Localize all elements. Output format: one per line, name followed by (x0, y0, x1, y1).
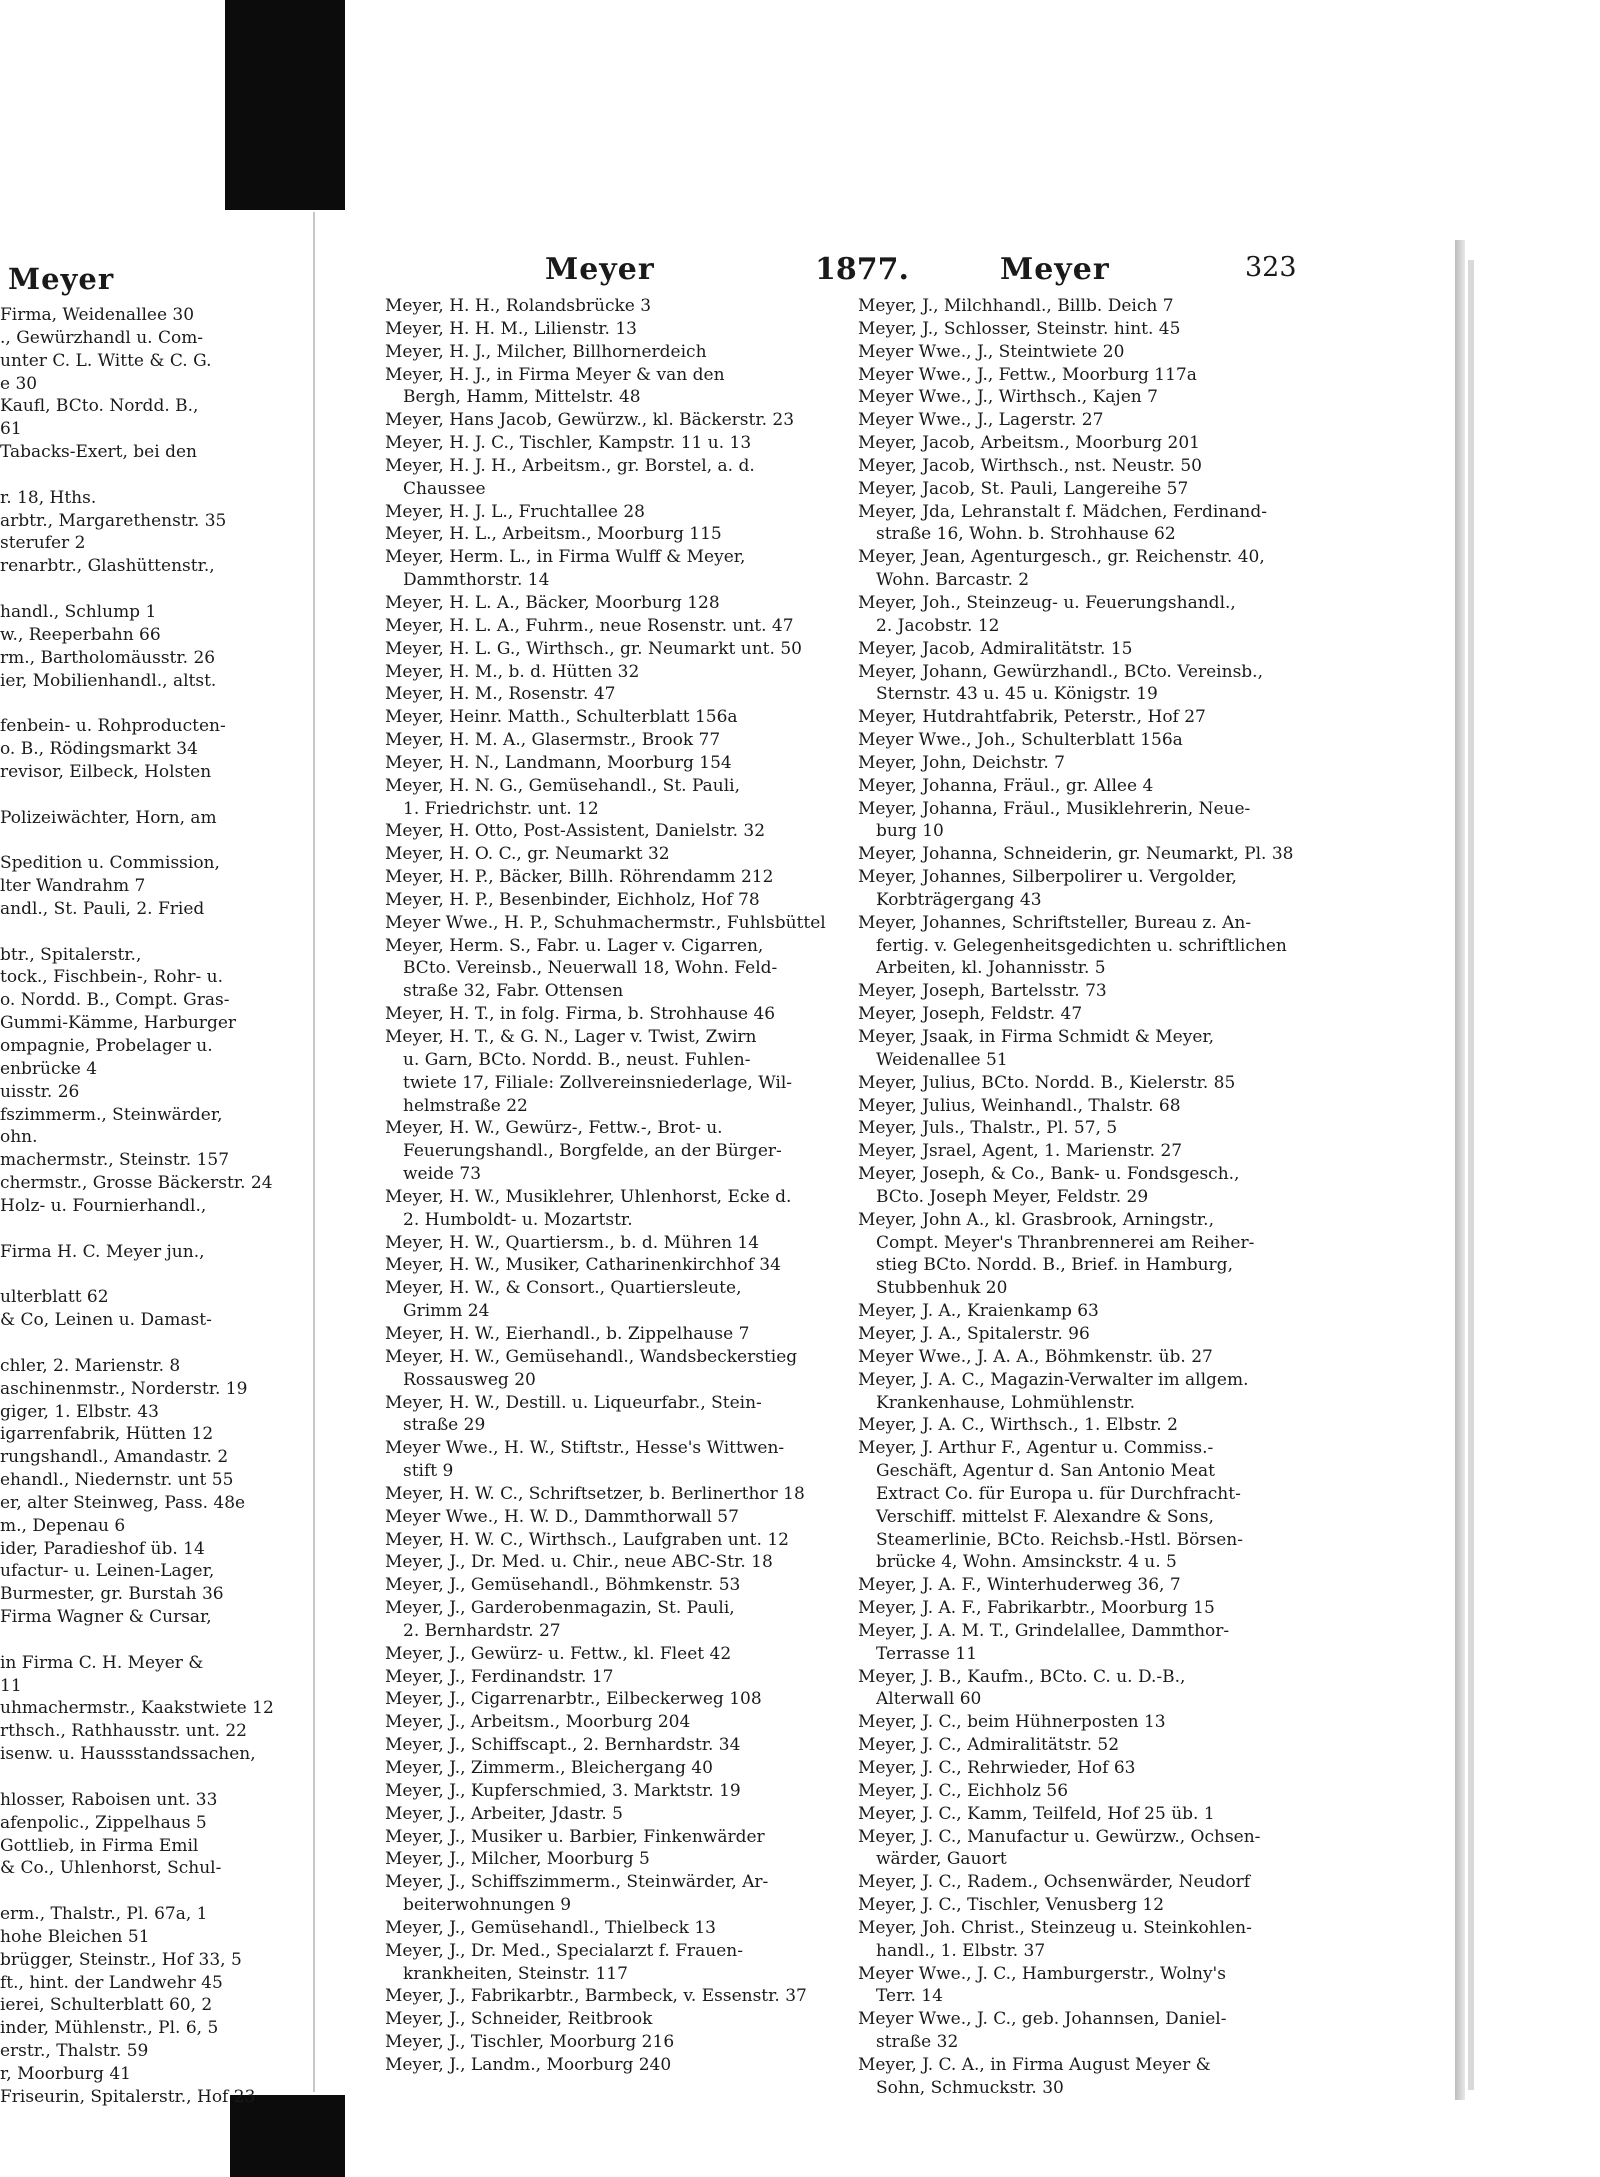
directory-entry-line: o. Nordd. B., Compt. Gras- (0, 990, 230, 1011)
directory-entry-line: Meyer, J. A. F., Fabrikarbtr., Moorburg 15 (858, 1598, 1215, 1619)
directory-entry-line: Meyer, Herm. L., in Firma Wulff & Meyer, (385, 547, 746, 568)
directory-entry-line: Meyer, H. J. C., Tischler, Kampstr. 11 u. 13 (385, 433, 752, 454)
directory-entry-line: rungshandl., Amandastr. 2 (0, 1447, 229, 1468)
directory-entry-line: Meyer Wwe., H. W., Stiftstr., Hesse's Wittwen- (385, 1438, 785, 1459)
directory-entry-line: e 30 (0, 373, 38, 394)
directory-entry-line: beiterwohnungen 9 (403, 1895, 572, 1916)
directory-entry-line: Meyer Wwe., J. C., Hamburgerstr., Wolny's (858, 1963, 1226, 1984)
directory-entry-line: Terr. 14 (876, 1986, 943, 2007)
directory-entry-line: 61 (0, 419, 22, 440)
left-page-header: Meyer (8, 262, 115, 296)
directory-entry-line: fszimmerm., Steinwärder, (0, 1104, 223, 1125)
directory-entry-line: Meyer, H. H. M., Lilienstr. 13 (385, 318, 637, 339)
directory-entry-line: BCto. Joseph Meyer, Feldstr. 29 (876, 1186, 1149, 1207)
directory-entry-line: Meyer, H. W. C., Schriftsetzer, b. Berlinerthor 18 (385, 1483, 805, 1504)
directory-entry-line: Meyer, Jda, Lehranstalt f. Mädchen, Ferdinand- (858, 501, 1267, 522)
directory-entry-line: Meyer, J., Dr. Med., Specialarzt f. Frauen- (385, 1940, 743, 1961)
directory-entry-line: Meyer, Jsaak, in Firma Schmidt & Meyer, (858, 1027, 1215, 1047)
directory-entry-line: Meyer Wwe., J., Fettw., Moorburg 117a (858, 364, 1197, 385)
directory-entry-line: Chaussee (403, 478, 486, 499)
directory-entry-line: Meyer, J. C., Tischler, Venusberg 12 (858, 1895, 1165, 1916)
directory-entry-line: Meyer Wwe., Joh., Schulterblatt 156a (858, 730, 1183, 751)
directory-entry-line: Polizeiwächter, Horn, am (0, 807, 217, 828)
directory-column-left (385, 295, 855, 2077)
directory-entry-line: Spedition u. Commission, (0, 853, 220, 874)
directory-entry-line: Meyer, Jacob, Admiralitätstr. 15 (858, 638, 1133, 659)
directory-entry-line: Meyer, J., Schneider, Reitbrook (385, 2009, 653, 2030)
directory-entry-line: Meyer, J. A. F., Winterhuderweg 36, 7 (858, 1575, 1181, 1596)
directory-entry-line: Meyer, J., Zimmerm., Bleichergang 40 (385, 1758, 713, 1778)
directory-entry-line: afenpolic., Zippelhaus 5 (0, 1812, 207, 1833)
directory-entry-line: Meyer, J. C., Manufactur u. Gewürzw., Ochsen- (858, 1826, 1261, 1847)
directory-entry-line: Meyer, H. M. A., Glasermstr., Brook 77 (385, 730, 721, 751)
header-right-name: Meyer (1000, 252, 1110, 287)
directory-entry-line (0, 784, 300, 807)
directory-entry-line (0, 921, 300, 944)
directory-entry-line: Meyer, J. A., Kraienkamp 63 (858, 1301, 1099, 1322)
directory-entry-line: Meyer, J., Schiffscapt., 2. Bernhardstr. 34 (385, 1735, 741, 1756)
directory-entry-line: Meyer, J. C., Kamm, Teilfeld, Hof 25 üb. 1 (858, 1803, 1215, 1824)
binding-shadow-top (225, 0, 345, 210)
directory-entry-line: Meyer, Joseph, & Co., Bank- u. Fondsgesch., (858, 1164, 1240, 1185)
directory-entry-line: Meyer, H. T., in folg. Firma, b. Strohhause 46 (385, 1004, 776, 1025)
directory-entry-line: hohe Bleichen 51 (0, 1926, 150, 1947)
directory-entry-line: Extract Co. für Europa u. für Durchfracht- (876, 1483, 1241, 1504)
directory-entry-line: Meyer, J. C., Admiralitätstr. 52 (858, 1735, 1120, 1756)
directory-entry-line: tock., Fischbein-, Rohr- u. (0, 967, 224, 988)
directory-entry-line: Meyer, John A., kl. Grasbrook, Arningstr., (858, 1209, 1214, 1230)
directory-entry-line: Meyer, J., Fabrikarbtr., Barmbeck, v. Essenstr. 37 (385, 1986, 807, 2007)
directory-entry-line: o. B., Rödingsmarkt 34 (0, 739, 198, 760)
directory-entry-line: Firma Wagner & Cursar, (0, 1607, 212, 1628)
directory-entry-line: ider, Paradieshof üb. 14 (0, 1538, 205, 1559)
directory-entry-line: ompagnie, Probelager u. (0, 1036, 213, 1056)
directory-entry-line: & Co, Leinen u. Damast- (0, 1310, 212, 1331)
directory-entry-line: Meyer, H. W., Musiklehrer, Uhlenhorst, Ecke d. (385, 1186, 792, 1207)
directory-entry-line: brügger, Steinstr., Hof 33, 5 (0, 1949, 242, 1970)
page-number: 323 (1245, 252, 1297, 283)
directory-entry-line: Rossausweg 20 (403, 1369, 536, 1390)
directory-entry-line: Steamerlinie, BCto. Reichsb.-Hstl. Börsen- (876, 1529, 1243, 1550)
directory-entry-line: Meyer, Johannes, Silberpolirer u. Vergolder, (858, 867, 1237, 888)
directory-entry-line: Meyer, J. Arthur F., Agentur u. Commiss.- (858, 1438, 1214, 1459)
directory-entry-line: inder, Mühlenstr., Pl. 6, 5 (0, 2018, 219, 2039)
directory-entry-line (0, 1766, 300, 1789)
directory-entry-line: handl., 1. Elbstr. 37 (876, 1940, 1046, 1961)
directory-entry-line: Meyer, H. J. L., Fruchtallee 28 (385, 501, 645, 522)
directory-entry-line: BCto. Vereinsb., Neuerwall 18, Wohn. Feld- (403, 958, 778, 979)
directory-entry-line: Meyer, H. W., Quartiersm., b. d. Mühren 14 (385, 1232, 760, 1253)
directory-entry-line: straße 32 (876, 2032, 959, 2053)
directory-entry-line: Meyer Wwe., J. C., geb. Johannsen, Daniel- (858, 2009, 1227, 2030)
directory-entry-line: ierei, Schulterblatt 60, 2 (0, 1995, 213, 2016)
directory-entry-line: handl., Schlump 1 (0, 601, 157, 622)
directory-entry-line: Meyer, H. L. A., Fuhrm., neue Rosenstr. unt. 47 (385, 615, 794, 636)
directory-entry-line: Meyer, Jean, Agenturgesch., gr. Reichenstr. 40, (858, 547, 1265, 568)
directory-entry-line: Meyer, H. J., Milcher, Billhornerdeich (385, 341, 707, 362)
directory-entry-line: Meyer, Johanna, Fräul., gr. Allee 4 (858, 775, 1154, 796)
directory-entry-line: Meyer, H. L., Arbeitsm., Moorburg 115 (385, 524, 722, 545)
directory-entry-line: Meyer Wwe., H. W. D., Dammthorwall 57 (385, 1506, 739, 1527)
directory-entry-line: chler, 2. Marienstr. 8 (0, 1355, 181, 1376)
directory-entry-line: Meyer, H. M., b. d. Hütten 32 (385, 661, 640, 682)
directory-entry-line: Meyer, J., Cigarrenarbtr., Eilbeckerweg 108 (385, 1689, 762, 1710)
directory-entry-line: Meyer, Hans Jacob, Gewürzw., kl. Bäckerstr. 23 (385, 410, 795, 431)
directory-entry-line: Meyer, H. W., & Consort., Quartiersleute, (385, 1278, 742, 1299)
directory-entry-line: Tabacks-Exert, bei den (0, 442, 197, 463)
directory-entry-line: chermstr., Grosse Bäckerstr. 24 (0, 1173, 273, 1194)
directory-entry-line: andl., St. Pauli, 2. Fried (0, 898, 205, 919)
directory-entry-line: Holz- u. Fournierhandl., (0, 1195, 207, 1216)
directory-entry-line: Terrasse 11 (876, 1643, 978, 1664)
directory-entry-line: renarbtr., Glashüttenstr., (0, 556, 215, 577)
directory-entry-line: Meyer, Joh. Christ., Steinzeug u. Steinkohlen- (858, 1917, 1252, 1938)
directory-entry-line: Meyer, Juls., Thalstr., Pl. 57, 5 (858, 1118, 1118, 1139)
directory-entry-line: u. Garn, BCto. Nordd. B., neust. Fuhlen- (403, 1049, 751, 1070)
page-edge-inner (1468, 260, 1474, 2090)
directory-entry-line: Meyer, Herm. S., Fabr. u. Lager v. Cigarren, (385, 935, 764, 956)
directory-entry-line: ohn. (0, 1127, 38, 1148)
directory-entry-line: Meyer, H. W., Eierhandl., b. Zippelhause 7 (385, 1323, 750, 1344)
directory-entry-line: Burmester, gr. Burstah 36 (0, 1584, 224, 1605)
directory-entry-line: sterufer 2 (0, 533, 86, 554)
directory-entry-line: Meyer, J., Schiffszimmerm., Steinwärder, Ar- (385, 1872, 769, 1893)
directory-entry-line: Meyer, Joseph, Bartelsstr. 73 (858, 981, 1107, 1002)
directory-entry-line: Meyer, H. J. H., Arbeitsm., gr. Borstel, a. d. (385, 455, 755, 476)
directory-entry-line: stift 9 (403, 1461, 454, 1482)
directory-entry-line: Stubbenhuk 20 (876, 1278, 1008, 1299)
directory-entry-line: arbtr., Margarethenstr. 35 (0, 510, 227, 531)
directory-entry-line: 11 (0, 1675, 22, 1696)
directory-entry-line: 1. Friedrichstr. unt. 12 (403, 798, 599, 819)
directory-entry-line: Meyer, John, Deichstr. 7 (858, 752, 1065, 773)
directory-entry-line: straße 32, Fabr. Ottensen (403, 981, 624, 1002)
directory-entry-line: Meyer, J. C., beim Hühnerposten 13 (858, 1712, 1166, 1733)
directory-entry-line: rthsch., Rathhausstr. unt. 22 (0, 1721, 247, 1742)
directory-entry-line: giger, 1. Elbstr. 43 (0, 1401, 159, 1422)
directory-entry-line (0, 1263, 300, 1286)
directory-entry-line: helmstraße 22 (403, 1095, 528, 1116)
directory-entry-line: aschinenmstr., Norderstr. 19 (0, 1378, 248, 1399)
directory-entry-line: Meyer, Johanna, Schneiderin, gr. Neumarkt, Pl. 38 (858, 844, 1294, 865)
directory-entry-line: Meyer Wwe., H. P., Schuhmachermstr., Fuhlsbüttel (385, 912, 826, 933)
directory-entry-line: Wohn. Barcastr. 2 (876, 570, 1030, 591)
directory-entry-line: igarrenfabrik, Hütten 12 (0, 1424, 214, 1445)
directory-entry-line: revisor, Eilbeck, Holsten (0, 761, 212, 782)
directory-entry-line: uisstr. 26 (0, 1081, 80, 1102)
directory-entry-line: Meyer, J. A. C., Wirthsch., 1. Elbstr. 2 (858, 1415, 1178, 1436)
directory-entry-line: Meyer, H. N., Landmann, Moorburg 154 (385, 752, 732, 773)
directory-entry-line: Sternstr. 43 u. 45 u. Königstr. 19 (876, 684, 1158, 705)
directory-entry-line: ufactur- u. Leinen-Lager, (0, 1561, 215, 1582)
directory-entry-line: Meyer, Heinr. Matth., Schulterblatt 156a (385, 707, 738, 728)
directory-entry-line: Meyer, J. A., Spitalerstr. 96 (858, 1323, 1090, 1344)
directory-entry-line: Grimm 24 (403, 1301, 490, 1322)
directory-entry-line: Meyer, Jacob, Arbeitsm., Moorburg 201 (858, 433, 1200, 454)
directory-entry-line: Meyer, J., Milcher, Moorburg 5 (385, 1849, 650, 1870)
directory-entry-line: Meyer, J., Arbeitsm., Moorburg 204 (385, 1712, 691, 1733)
directory-entry-line: Meyer, H. W., Gemüsehandl., Wandsbeckerstieg (385, 1346, 798, 1367)
directory-entry-line: Firma H. C. Meyer jun., (0, 1241, 205, 1262)
directory-entry-line: & Co., Uhlenhorst, Schul- (0, 1858, 222, 1879)
directory-entry-line: erm., Thalstr., Pl. 67a, 1 (0, 1904, 208, 1925)
directory-entry-line: Weidenallee 51 (876, 1049, 1008, 1070)
directory-entry-line: ier, Mobilienhandl., altst. (0, 670, 217, 691)
directory-entry-line (0, 692, 300, 715)
directory-entry-line: uhmachermstr., Kaakstwiete 12 (0, 1698, 274, 1719)
directory-entry-line: wärder, Gauort (876, 1849, 1007, 1870)
directory-entry-line: machermstr., Steinstr. 157 (0, 1150, 230, 1171)
directory-entry-line: straße 29 (403, 1415, 486, 1436)
directory-entry-line: Feuerungshandl., Borgfelde, an der Bürger- (403, 1141, 782, 1162)
directory-entry-line: Meyer, J. B., Kaufm., BCto. C. u. D.-B., (858, 1666, 1186, 1687)
directory-entry-line: Firma, Weidenallee 30 (0, 305, 195, 325)
directory-entry-line: Meyer, J., Gemüsehandl., Böhmkenstr. 53 (385, 1575, 741, 1596)
directory-entry-line: fenbein- u. Rohproducten- (0, 716, 226, 737)
page-gutter (313, 212, 315, 2092)
directory-entry-line: Meyer, J. C., Rehrwieder, Hof 63 (858, 1758, 1136, 1778)
directory-entry-line: Meyer, Jacob, St. Pauli, Langereihe 57 (858, 478, 1189, 499)
directory-entry-line: Meyer, H. T., & G. N., Lager v. Twist, Zwirn (385, 1027, 757, 1047)
directory-entry-line: Meyer, J., Kupferschmied, 3. Marktstr. 19 (385, 1780, 741, 1801)
directory-entry-line: Dammthorstr. 14 (403, 570, 550, 591)
directory-entry-line: Meyer, H. M., Rosenstr. 47 (385, 684, 616, 705)
directory-entry-line: Meyer, J., Musiker u. Barbier, Finkenwärder (385, 1826, 765, 1847)
directory-entry-line: r. 18, Hths. (0, 487, 97, 508)
directory-entry-line: Meyer, Julius, BCto. Nordd. B., Kielerstr. 85 (858, 1072, 1236, 1093)
directory-entry-line: Gummi-Kämme, Harburger (0, 1013, 237, 1034)
directory-entry-line: 2. Humboldt- u. Mozartstr. (403, 1209, 633, 1230)
directory-entry-line: Alterwall 60 (876, 1689, 982, 1710)
directory-entry-line: Meyer Wwe., J. A. A., Böhmkenstr. üb. 27 (858, 1346, 1213, 1367)
directory-entry-line: Meyer, J., Arbeiter, Jdastr. 5 (385, 1803, 623, 1824)
directory-entry-line: Meyer, Joseph, Feldstr. 47 (858, 1004, 1083, 1025)
directory-entry-line (0, 464, 300, 487)
directory-entry-line: Meyer, Hutdrahtfabrik, Peterstr., Hof 27 (858, 707, 1206, 728)
directory-entry-line: Meyer, H. J., in Firma Meyer & van den (385, 364, 725, 385)
directory-entry-line: burg 10 (876, 821, 944, 842)
directory-entry-line: in Firma C. H. Meyer & (0, 1652, 204, 1673)
directory-entry-line: Meyer, J. C., Eichholz 56 (858, 1780, 1069, 1801)
directory-entry-line: Meyer, J., Dr. Med. u. Chir., neue ABC-Str. 18 (385, 1552, 773, 1573)
directory-entry-line: isenw. u. Haussstandssachen, (0, 1744, 256, 1765)
directory-entry-line: Meyer Wwe., J., Lagerstr. 27 (858, 410, 1104, 431)
directory-entry-line: ulterblatt 62 (0, 1287, 109, 1308)
directory-entry-line: 2. Jacobstr. 12 (876, 615, 1000, 636)
directory-entry-line: Meyer, Joh., Steinzeug- u. Feuerungshandl., (858, 592, 1236, 613)
directory-entry-line: er, alter Steinweg, Pass. 48e (0, 1492, 246, 1513)
directory-entry-line: Meyer, J. A. M. T., Grindelallee, Dammthor- (858, 1620, 1230, 1641)
directory-entry-line (0, 578, 300, 601)
directory-entry-line: Meyer, J., Tischler, Moorburg 216 (385, 2032, 675, 2053)
directory-entry-line (0, 1629, 300, 1652)
directory-entry-line: twiete 17, Filiale: Zollvereinsniederlage, Wil- (403, 1072, 792, 1093)
directory-entry-line: Meyer, J., Ferdinandstr. 17 (385, 1666, 614, 1687)
directory-entry-line: Meyer, H. O. C., gr. Neumarkt 32 (385, 844, 670, 865)
directory-entry-line: Meyer, J. A. C., Magazin-Verwalter im allgem. (858, 1369, 1249, 1390)
directory-entry-line: Meyer, Julius, Weinhandl., Thalstr. 68 (858, 1095, 1181, 1116)
directory-entry-line (0, 1880, 300, 1903)
left-page-fragment (0, 252, 310, 2107)
directory-entry-line: Meyer, H. N. G., Gemüsehandl., St. Pauli, (385, 775, 740, 796)
directory-entry-line: Compt. Meyer's Thranbrennerei am Reiher- (876, 1232, 1255, 1253)
directory-entry-line: ehandl., Niedernstr. unt 55 (0, 1470, 234, 1491)
directory-entry-line: Geschäft, Agentur d. San Antonio Meat (876, 1461, 1215, 1482)
directory-entry-line: Meyer, H. H., Rolandsbrücke 3 (385, 296, 652, 316)
directory-entry-line: Korbträgergang 43 (876, 889, 1042, 910)
directory-entry-line: Meyer, H. L. A., Bäcker, Moorburg 128 (385, 592, 720, 613)
directory-entry-line: Meyer, Johann, Gewürzhandl., BCto. Vereinsb., (858, 661, 1263, 682)
directory-entry-line: Meyer, H. W., Gewürz-, Fettw.-, Brot- u. (385, 1118, 723, 1139)
directory-entry-line: Meyer, H. P., Besenbinder, Eichholz, Hof 78 (385, 889, 760, 910)
directory-entry-line: Friseurin, Spitalerstr., Hof 23 (0, 2086, 256, 2107)
directory-entry-line: Meyer, H. W. C., Wirthsch., Laufgraben unt. 12 (385, 1529, 789, 1550)
directory-entry-line: krankheiten, Steinstr. 117 (403, 1963, 628, 1984)
directory-entry-line: Meyer, J. C., Radem., Ochsenwärder, Neudorf (858, 1872, 1251, 1893)
directory-entry-line: brücke 4, Wohn. Amsinckstr. 4 u. 5 (876, 1552, 1177, 1573)
directory-entry-line: lter Wandrahm 7 (0, 876, 146, 897)
directory-column-right (858, 295, 1338, 2100)
directory-entry-line: Meyer, J., Landm., Moorburg 240 (385, 2054, 672, 2075)
directory-entry-line: Krankenhause, Lohmühlenstr. (876, 1392, 1136, 1413)
directory-entry-line: Meyer, H. L. G., Wirthsch., gr. Neumarkt unt. 50 (385, 638, 802, 659)
directory-entry-line: Sohn, Schmuckstr. 30 (876, 2077, 1064, 2098)
directory-entry-line: enbrücke 4 (0, 1058, 98, 1079)
directory-entry-line: Meyer, H. W., Musiker, Catharinenkirchhof 34 (385, 1255, 781, 1276)
directory-entry-line: weide 73 (403, 1164, 482, 1185)
left-page-lines (0, 304, 300, 2109)
directory-entry-line: Verschiff. mittelst F. Alexandre & Sons, (876, 1506, 1214, 1527)
header-left-name: Meyer (545, 252, 655, 287)
directory-entry-line: Meyer, J. C. A., in Firma August Meyer & (858, 2054, 1211, 2075)
directory-entry-line: Meyer Wwe., J., Wirthsch., Kajen 7 (858, 387, 1158, 408)
directory-entry-line (0, 1332, 300, 1355)
directory-entry-line: Meyer, J., Milchhandl., Billb. Deich 7 (858, 296, 1174, 316)
directory-entry-line: hlosser, Raboisen unt. 33 (0, 1789, 218, 1810)
directory-entry-line: Meyer, J., Schlosser, Steinstr. hint. 45 (858, 318, 1181, 339)
directory-entry-line: ., Gewürzhandl u. Com- (0, 327, 204, 348)
directory-entry-line (0, 1218, 300, 1241)
directory-entry-line: Bergh, Hamm, Mittelstr. 48 (403, 387, 641, 408)
directory-entry-line: stieg BCto. Nordd. B., Brief. in Hamburg, (876, 1255, 1233, 1276)
directory-entry-line: Meyer Wwe., J., Steintwiete 20 (858, 341, 1125, 362)
directory-entry-line: btr., Spitalerstr., (0, 944, 142, 965)
directory-entry-line (0, 829, 300, 852)
directory-entry-line: Arbeiten, kl. Johannisstr. 5 (876, 958, 1106, 979)
directory-entry-line: unter C. L. Witte & C. G. (0, 350, 212, 371)
directory-entry-line: Kaufl, BCto. Nordd. B., (0, 396, 199, 417)
directory-entry-line: Meyer, J., Gewürz- u. Fettw., kl. Fleet 42 (385, 1643, 732, 1664)
directory-entry-line: Meyer, H. Otto, Post-Assistent, Danielstr. 32 (385, 821, 766, 842)
directory-entry-line: Meyer, J., Garderobenmagazin, St. Pauli, (385, 1598, 735, 1619)
directory-entry-line: straße 16, Wohn. b. Strohhause 62 (876, 524, 1176, 545)
directory-entry-line: Meyer, H. P., Bäcker, Billh. Röhrendamm 212 (385, 867, 774, 888)
directory-entry-line: Meyer, H. W., Destill. u. Liqueurfabr., Stein- (385, 1392, 762, 1413)
page-edge (1455, 240, 1465, 2100)
directory-entry-line: w., Reeperbahn 66 (0, 624, 161, 645)
directory-entry-line: erstr., Thalstr. 59 (0, 2041, 149, 2062)
directory-entry-line: fertig. v. Gelegenheitsgedichten u. schriftlichen (876, 935, 1287, 956)
directory-entry-line: Meyer, Johanna, Fräul., Musiklehrerin, Neue- (858, 798, 1251, 819)
directory-entry-line: 2. Bernhardstr. 27 (403, 1620, 561, 1641)
directory-entry-line: r, Moorburg 41 (0, 2063, 131, 2084)
header-year: 1877. (815, 252, 909, 287)
directory-entry-line: m., Depenau 6 (0, 1515, 126, 1536)
directory-entry-line: Meyer, Jacob, Wirthsch., nst. Neustr. 50 (858, 455, 1202, 476)
directory-entry-line: Meyer, Johannes, Schriftsteller, Bureau z. An- (858, 912, 1252, 933)
directory-entry-line: rm., Bartholomäusstr. 26 (0, 647, 216, 668)
directory-entry-line: ft., hint. der Landwehr 45 (0, 1972, 223, 1993)
directory-entry-line: Meyer, J., Gemüsehandl., Thielbeck 13 (385, 1917, 716, 1938)
directory-entry-line: Meyer, Jsrael, Agent, 1. Marienstr. 27 (858, 1141, 1183, 1162)
directory-entry-line: Gottlieb, in Firma Emil (0, 1835, 199, 1856)
